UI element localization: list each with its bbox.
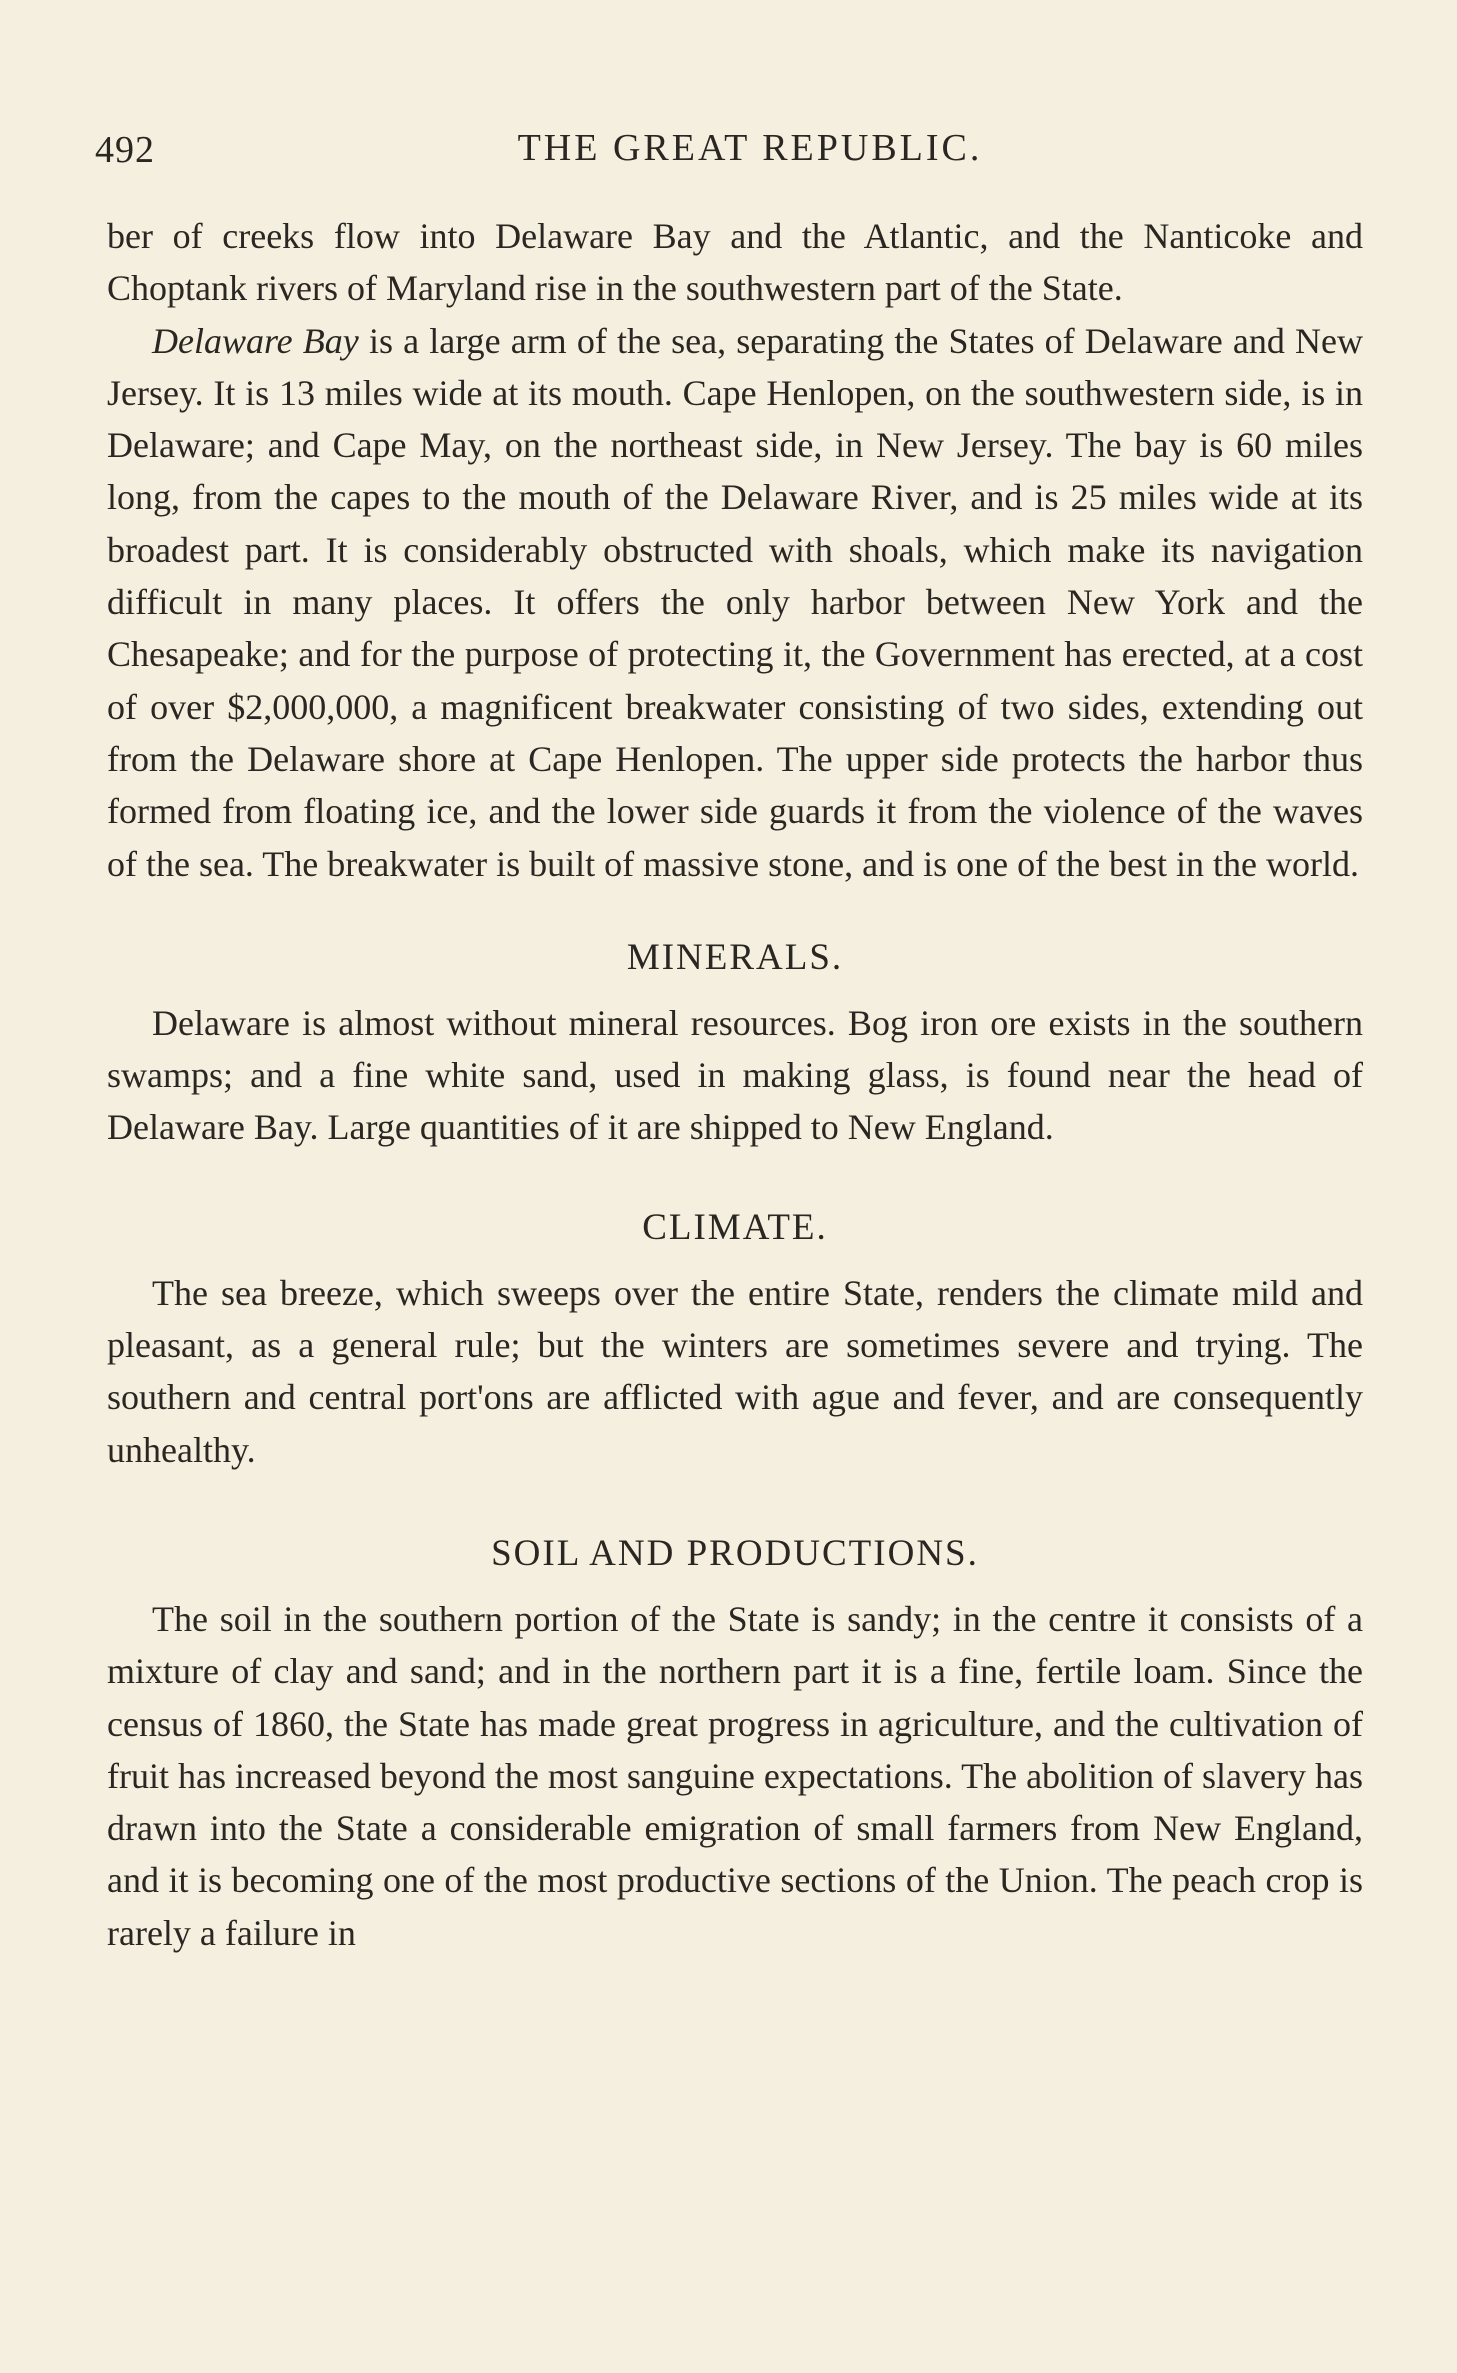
heading-soil-and-productions: SOIL AND PRODUCTIONS. xyxy=(491,1532,979,1574)
delaware-bay-lead: Delaware Bay xyxy=(152,320,359,361)
paragraph-delaware-bay xyxy=(107,315,1363,890)
running-head xyxy=(95,118,1365,178)
body-text xyxy=(107,210,1363,1959)
heading-climate: CLIMATE. xyxy=(642,1206,828,1248)
delaware-bay-text: is a large arm of the sea, separating the States of Delaware and New Jersey. It is 13 miles wide at its mouth. Cape Henlopen, on the southwestern side, is in Delaware; and Cape May, on the northeast side, in New Jersey. The bay is 60 miles long, from the capes to the mouth of the Delaware River, and is 25 miles wide at its broadest part. It is considerably obstructed with shoals, which make its navigation difficult in many places. It offers the only harbor between New York and the Chesapeake; and for the purpose of protecting it, the Government has erected, at a cost of over $2,000,000, a magnificent breakwater consisting of two sides, extending out from the Delaware shore at Cape Henlopen. The upper side protects the harbor thus formed from floating ice, and the lower side guards it from the violence of the waves of the sea. The breakwater is built of massive stone, and is one of the best in the world. xyxy=(107,320,1363,884)
paragraph-continuation: ber of creeks flow into Delaware Bay and the Atlantic, and the Nanticoke and Choptank rivers of Maryland rise in the southwestern part of the State. xyxy=(107,216,1363,309)
heading-minerals: MINERALS. xyxy=(626,936,844,978)
paragraph-minerals: Delaware is almost without mineral resources. Bog iron ore exists in the southern swamps; and a fine white sand, used in making glass, is found near the head of Delaware Bay. Large quantities of it are shipped to New England. xyxy=(107,1002,1363,1148)
paragraph-soil: The soil in the southern portion of the State is sandy; in the centre it consists of a mixture of clay and sand; and in the northern part it is a fine, fertile loam. Since the census of 1860, the State has made great progress in agriculture, and the cultivation of fruit has increased beyond the most sanguine expectations. The abolition of slavery has drawn into the State a considerable emigration of small farmers from New England, and it is becoming one of the most productive sections of the Union. The peach crop is rarely a failure in xyxy=(107,1598,1363,1953)
paragraph-climate: The sea breeze, which sweeps over the entire State, renders the climate mild and pleasant, as a general rule; but the winters are sometimes severe and trying. The southern and central port'ons are afflicted with ague and fever, and are consequently unhealthy. xyxy=(107,1272,1363,1470)
page-number: 492 xyxy=(95,129,155,171)
running-title: THE GREAT REPUBLIC. xyxy=(517,127,983,169)
